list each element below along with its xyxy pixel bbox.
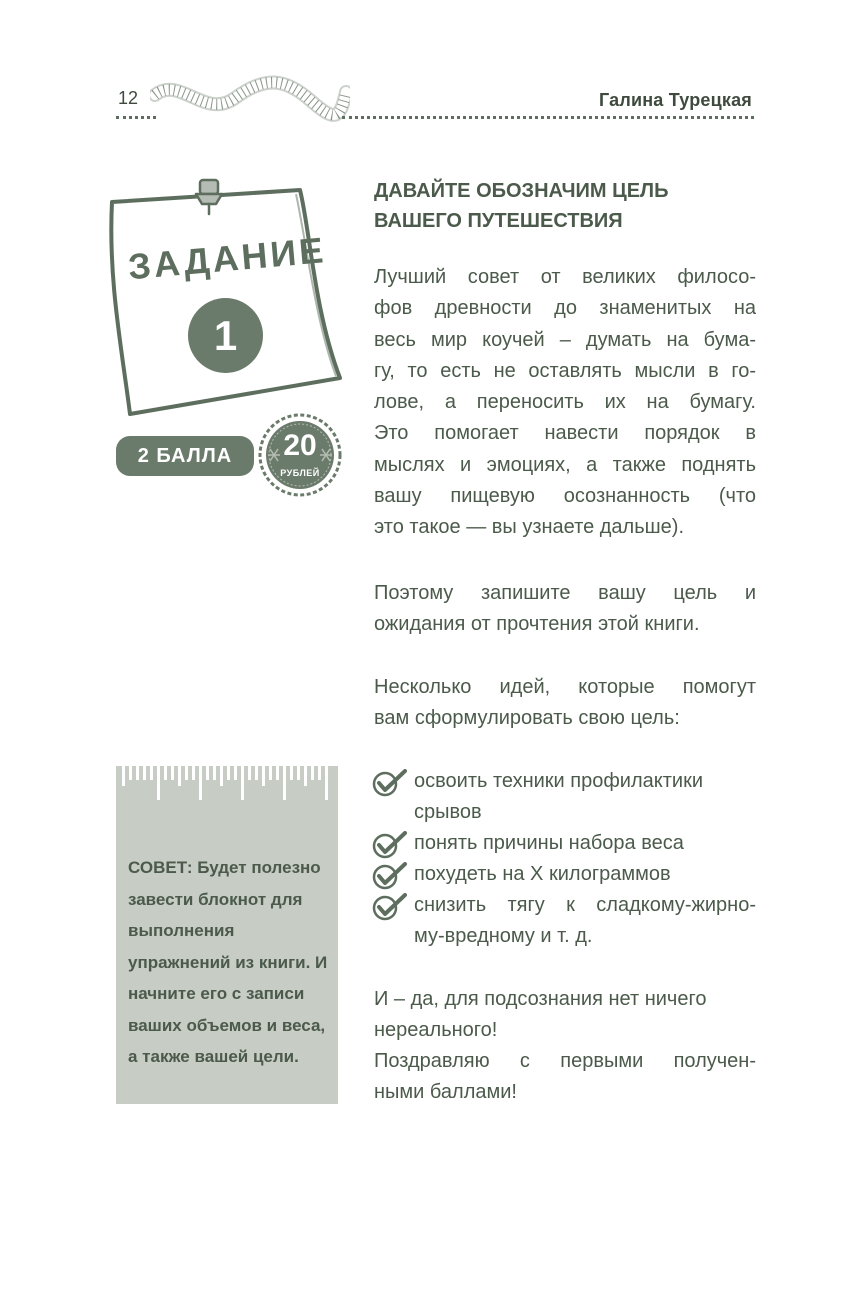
list-item (372, 828, 756, 859)
heading-line: ДАВАЙТЕ ОБОЗНАЧИМ ЦЕЛЬ (374, 180, 669, 202)
list-item-text: му-вредному и т. д. (414, 925, 593, 947)
list-item-text: снизить тягу к сладкому-жирно- (414, 894, 756, 916)
goal-ideas-list (372, 766, 756, 952)
reward-value: 20 (283, 429, 317, 462)
reward-unit: РУБЛЕЙ (280, 468, 320, 478)
text-line: гу, то есть не оставлять мысли в го- (374, 359, 756, 382)
list-item-text: освоить техники профилактики (414, 770, 703, 792)
text-line: весь мир коучей – думать на бума- (374, 328, 756, 351)
checkmark-icon (372, 769, 408, 797)
list-item-text: срывов (414, 801, 482, 823)
text-line: ными баллами! (374, 1081, 517, 1104)
page-number: 12 (118, 88, 139, 108)
paragraph-intro (374, 262, 756, 544)
text-line: Поздравляю с первыми получен- (374, 1050, 756, 1072)
heading-line: ВАШЕГО ПУТЕШЕСТВИЯ (374, 210, 623, 232)
header-divider-right (342, 116, 754, 119)
checkmark-icon (372, 893, 408, 921)
text-line: фов древности до знаменитых на (374, 297, 756, 320)
text-line: мыслях и эмоциях, а также поднять (374, 453, 756, 476)
text-line: Поэтому запишите вашу цель и (374, 582, 756, 604)
text-line: Несколько идей, которые помогут (374, 676, 756, 698)
text-line: это такое — вы узнаете дальше). (374, 516, 685, 539)
text-line: нереального! (374, 1019, 498, 1042)
ruler-icon (116, 766, 338, 806)
list-item (372, 766, 756, 828)
paragraph-write-goal (374, 578, 756, 641)
list-item (372, 890, 756, 952)
tip-text: СОВЕТ: Будет полезно завести блокнот для выполнения упражнений из книги. И начните его с записи ваших объемов и веса, а также вашей цели. (128, 858, 328, 1066)
checkmark-icon (372, 831, 408, 859)
checkmark-icon (372, 862, 408, 890)
paragraph-subconscious (374, 984, 756, 1047)
text-line: ожидания от прочтения этой книги. (374, 613, 700, 636)
measuring-tape-icon (150, 70, 350, 130)
section-heading (374, 176, 754, 236)
task-label: ЗАДАНИЕ (126, 229, 328, 288)
text-line: И – да, для подсознания нет ничего (374, 988, 707, 1010)
author-name: Галина Турецкая (598, 90, 752, 110)
text-line: Лучший совет от великих филосо- (374, 266, 756, 288)
list-item (372, 859, 756, 890)
text-line: вашу пищевую осознанность (что (374, 485, 756, 508)
task-number: 1 (188, 298, 263, 373)
text-line: Это помогает навести порядок в (374, 422, 756, 445)
text-line: вам сформулировать свою цель: (374, 707, 680, 730)
paragraph-congrats (374, 1046, 756, 1109)
list-item-text: понять причины набора веса (414, 832, 684, 854)
paragraph-ideas (374, 672, 756, 735)
points-badge: 2 БАЛЛА (116, 436, 254, 476)
list-item-text: похудеть на Х килограммов (414, 863, 671, 885)
text-line: лове, а переносить их на бумагу. (374, 391, 756, 414)
